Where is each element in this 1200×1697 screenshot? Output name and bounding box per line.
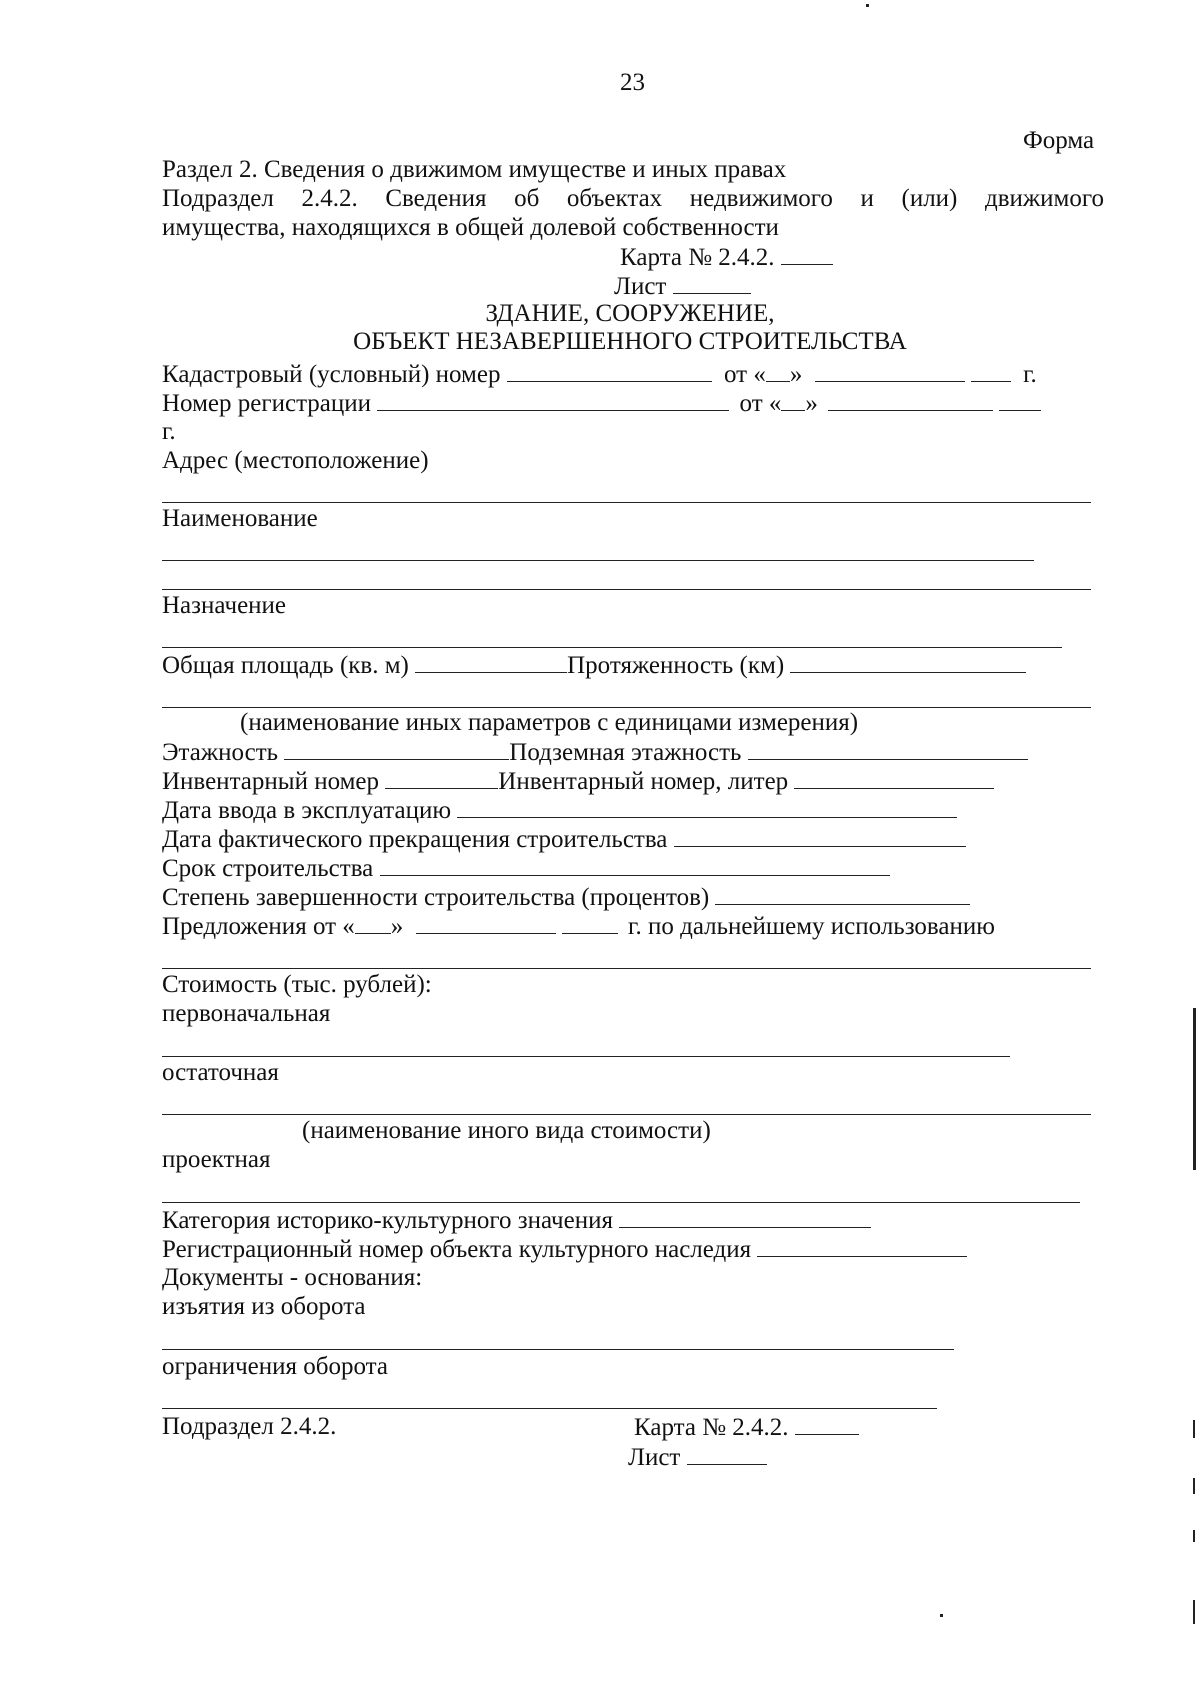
registration-number-field[interactable] [377,388,729,411]
registration-month-field[interactable] [828,388,993,411]
withdrawal-field[interactable] [162,1349,954,1350]
card-number-field[interactable] [781,242,833,265]
purpose-label: Назначение [162,592,287,619]
registration-date-close: » [805,390,818,417]
scan-artifact-mark [1193,1420,1195,1438]
heritage-category-label: Категория историко-культурного значения [162,1207,613,1234]
sheet-label: Лист [614,273,667,300]
heritage-category-row [162,1205,871,1235]
cadastral-number-field[interactable] [507,359,712,382]
proposals-field[interactable] [162,968,1091,969]
registration-label: Номер регистрации [162,390,372,417]
proposals-date-close: » [390,913,404,940]
cost-header: Стоимость (тыс. рублей): [162,971,432,998]
completion-label: Степень завершенности строительства (процентов) [162,884,710,911]
commissioning-label: Дата ввода в эксплуатацию [162,797,452,824]
footer-sheet-row [628,1442,767,1472]
scan-artifact-mark [1193,1478,1195,1494]
object-title-line2: ОБЪЕКТ НЕЗАВЕРШЕННОГО СТРОИТЕЛЬСТВА [353,328,907,355]
floors-row [162,737,1028,767]
inventory-number-label: Инвентарный номер [162,768,380,795]
cadastral-month-field[interactable] [815,359,965,382]
registration-day-field[interactable] [781,388,805,411]
registration-row [162,388,1041,418]
scan-artifact-dot [866,4,869,7]
subsection-title-line2: имущества, находящихся в общей долевой собственности [162,214,779,241]
footer-subsection: Подраздел 2.4.2. [162,1413,337,1440]
cadastral-date-from: от « [723,361,766,388]
address-field[interactable] [162,502,1091,503]
name-label: Наименование [162,505,318,532]
construction-stop-row [162,824,966,854]
base-documents-label: Документы - основания: [162,1264,423,1291]
purpose-field[interactable] [162,647,1062,648]
address-label: Адрес (местоположение) [162,447,429,474]
cadastral-year-field[interactable] [971,359,1011,382]
restriction-label: ограничения оборота [162,1353,389,1380]
inventory-letter-label: Инвентарный номер, литер [498,768,789,795]
floors-field[interactable] [284,737,509,760]
cost-design-label: проектная [162,1146,271,1173]
registration-date-from: от « [739,390,782,417]
restriction-field[interactable] [162,1408,937,1409]
commissioning-row [162,795,957,825]
proposals-label: Предложения от « [162,913,355,940]
commissioning-field[interactable] [457,795,957,818]
subsection-title-line1: Подраздел 2.4.2. Сведения об объектах недвижимого и (или) движимого [162,185,1104,212]
heritage-reg-row [162,1234,967,1264]
completion-field[interactable] [715,882,970,905]
inventory-letter-field[interactable] [794,766,994,789]
cadastral-day-field[interactable] [766,359,790,382]
construction-period-row [162,853,890,883]
cadastral-year-suffix: г. [1023,361,1037,388]
other-params-caption: (наименование иных параметров с единицами измерения) [240,709,859,736]
cadastral-row [162,359,1037,389]
sheet-number-field[interactable] [673,271,751,294]
scan-artifact-mark [1193,1530,1195,1542]
construction-period-label: Срок строительства [162,855,374,882]
cost-residual-label: остаточная [162,1059,279,1086]
section-title: Раздел 2. Сведения о движимом имуществе и иных правах [162,156,787,183]
page-number: 23 [620,69,645,96]
proposals-day-field[interactable] [355,911,391,934]
construction-period-field[interactable] [380,853,890,876]
registration-year-suffix: г. [162,418,176,445]
cadastral-date-close: » [789,361,803,388]
name-field-line1[interactable] [162,560,1034,561]
inventory-row [162,766,994,796]
footer-card-row [634,1412,859,1442]
heritage-category-field[interactable] [619,1205,871,1228]
withdrawal-label: изъятия из оборота [162,1293,366,1320]
cadastral-label: Кадастровый (условный) номер [162,361,501,388]
cost-initial-field[interactable] [162,1056,1010,1057]
proposals-month-field[interactable] [416,911,556,934]
proposals-year-field[interactable] [562,911,618,934]
card-number-row [620,242,833,272]
sheet-row [614,271,751,301]
floors-label: Этажность [162,739,279,766]
object-title-line1: ЗДАНИЕ, СООРУЖЕНИЕ, [485,300,775,327]
underground-floors-label: Подземная этажность [509,739,742,766]
construction-stop-label: Дата фактического прекращения строительства [162,826,668,853]
total-area-label: Общая площадь (кв. м) [162,652,409,679]
footer-sheet-label: Лист [628,1444,681,1471]
card-label: Карта № 2.4.2. [620,244,775,271]
area-length-row [162,650,1026,680]
inventory-number-field[interactable] [385,766,498,789]
form-label: Форма [1023,127,1095,154]
proposals-row [162,911,995,941]
footer-card-field[interactable] [795,1412,859,1435]
total-area-field[interactable] [415,650,567,673]
other-cost-caption: (наименование иного вида стоимости) [302,1117,711,1144]
completion-row [162,882,970,912]
name-field-line2[interactable] [162,589,1091,590]
footer-sheet-field[interactable] [687,1442,767,1465]
scan-artifact-mark [1193,1600,1195,1624]
heritage-reg-field[interactable] [757,1234,967,1257]
length-label: Протяженность (км) [567,652,785,679]
heritage-reg-label: Регистрационный номер объекта культурного наследия [162,1236,752,1263]
registration-year-field[interactable] [999,388,1041,411]
scan-artifact-bar [1193,1008,1196,1170]
proposals-suffix: г. по дальнейшему использованию [628,913,995,940]
construction-stop-field[interactable] [674,824,966,847]
cost-initial-label: первоначальная [162,1000,331,1027]
other-cost-field[interactable] [162,1114,1091,1115]
footer-card-label: Карта № 2.4.2. [634,1414,789,1441]
scan-artifact-dot [940,1614,943,1617]
underground-floors-field[interactable] [748,737,1028,760]
length-field[interactable] [790,650,1026,673]
cost-design-field[interactable] [162,1202,1080,1203]
